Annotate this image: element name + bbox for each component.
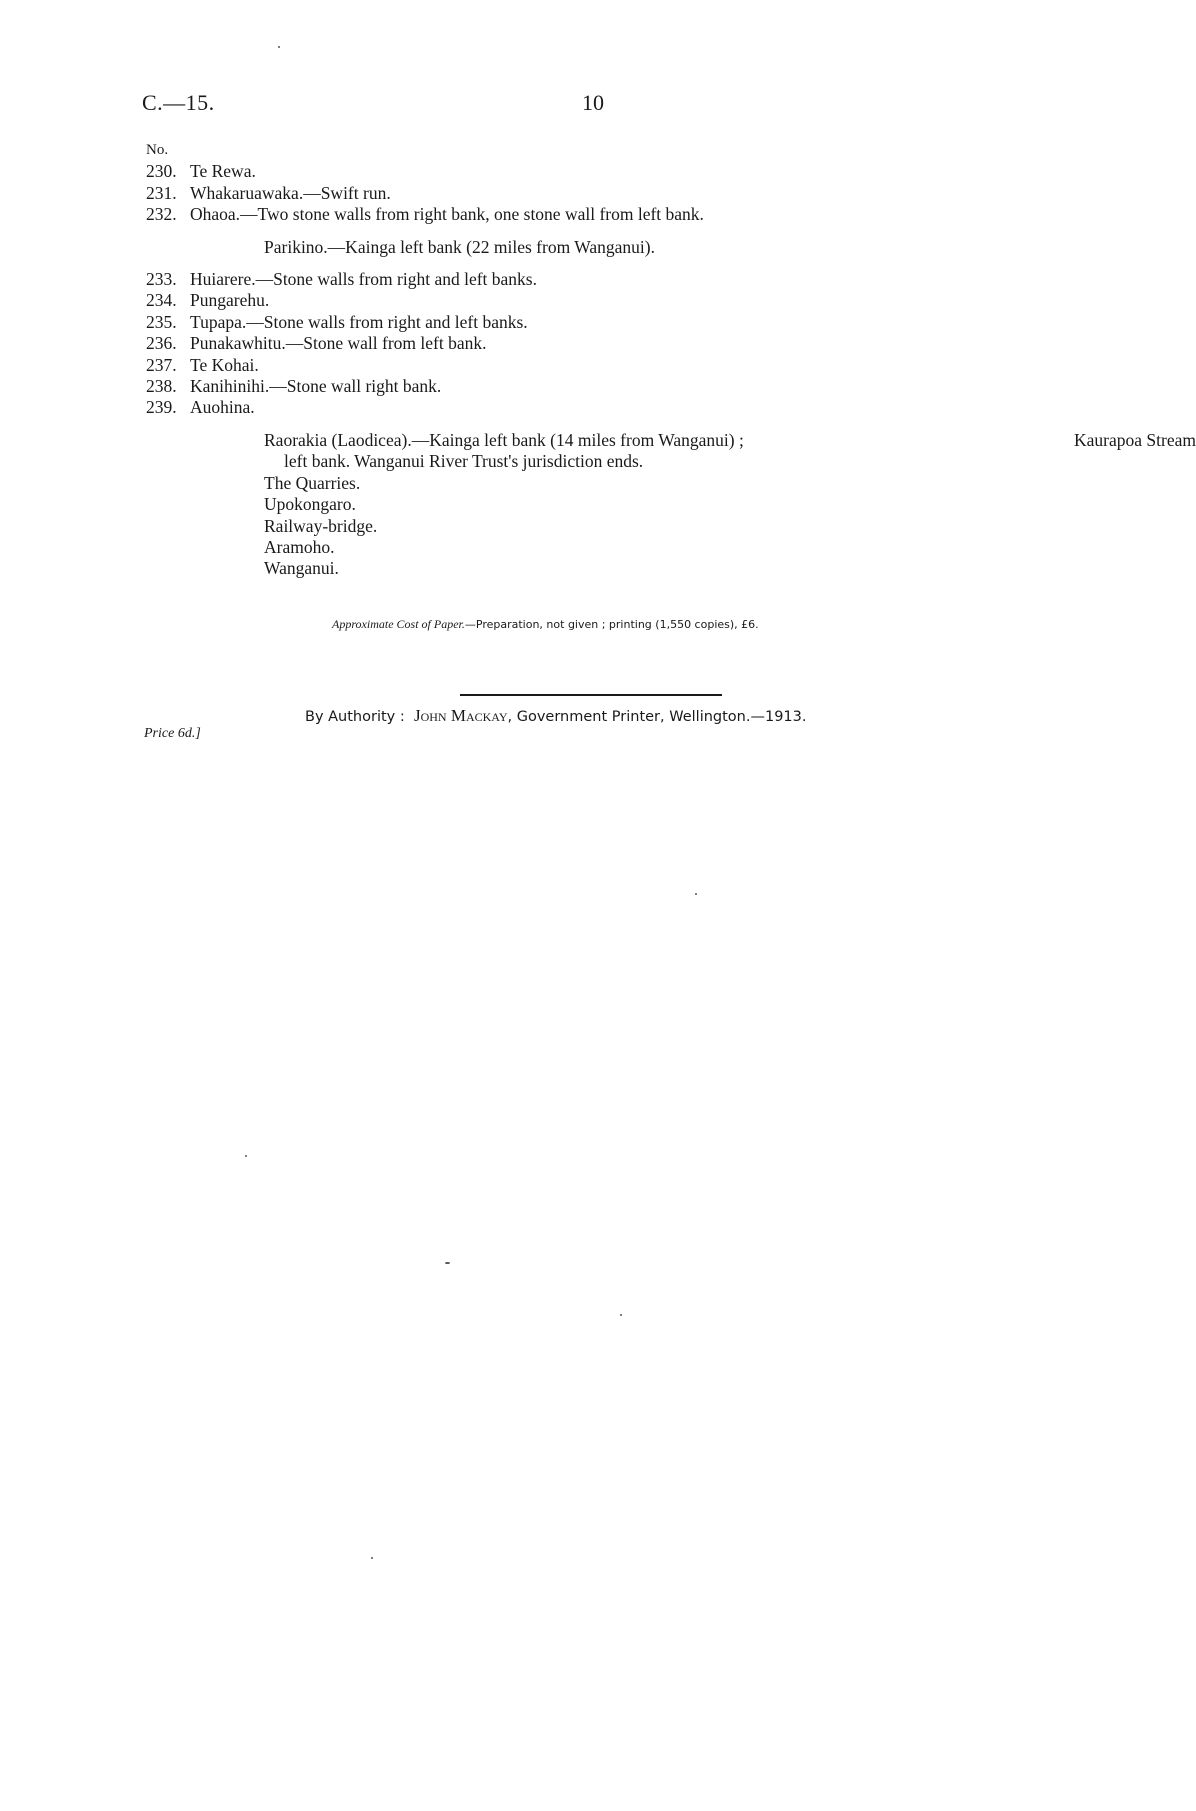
raorakia-line — [264, 430, 1196, 451]
no-column-label: No. — [146, 142, 169, 158]
scan-speck — [278, 46, 280, 48]
entry-text: Te Rewa. — [190, 161, 256, 182]
entry-number: 235. — [146, 311, 177, 332]
cost-note — [332, 617, 759, 632]
series-code: C.—15. — [142, 90, 215, 115]
scan-speck — [245, 1155, 247, 1157]
entry-text: Huiarere.—Stone walls from right and left banks. — [190, 269, 537, 290]
list-item — [146, 290, 1066, 311]
list-item — [146, 312, 1066, 333]
kaurapoa-text: Kaurapoa Stream — [1074, 429, 1196, 450]
page-number: 10 — [582, 90, 604, 115]
parikino-note: Parikino.—Kainga left bank (22 miles from Wanganui). — [264, 236, 655, 257]
place-quarries: The Quarries. — [264, 472, 361, 493]
raorakia-text: Raorakia (Laodicea).—Kainga left bank (14 miles from Wanganui) ; — [264, 429, 744, 450]
entry-text: Punakawhitu.—Stone wall from left bank. — [190, 333, 487, 354]
list-item — [146, 161, 1066, 182]
entry-text: Whakaruawaka.—Swift run. — [190, 182, 391, 203]
place-aramoho: Aramoho. — [264, 536, 335, 557]
printer-imprint — [305, 706, 806, 726]
authority-suffix: , Government Printer, Wellington.—1913. — [507, 709, 807, 725]
place-railway-bridge: Railway-bridge. — [264, 515, 378, 536]
entry-text: Pungarehu. — [190, 290, 270, 311]
entry-number: 237. — [146, 354, 177, 375]
entry-text: Auohina. — [190, 397, 255, 418]
list-item — [146, 355, 1066, 376]
cost-label: Approximate Cost of Paper. — [332, 617, 465, 631]
entry-text: Ohaoa.—Two stone walls from right bank, one stone wall from left bank. — [190, 204, 704, 225]
list-item — [146, 269, 1066, 290]
place-list — [146, 140, 1196, 580]
raorakia-note — [146, 429, 1196, 473]
entry-text: Kanihinihi.—Stone wall right bank. — [190, 376, 442, 397]
list-item — [146, 397, 1066, 418]
printer-name: John Mackay — [413, 706, 508, 725]
entry-number: 238. — [146, 376, 177, 397]
place-upokongaro: Upokongaro. — [264, 494, 356, 515]
entry-number: 232. — [146, 204, 177, 225]
entry-number: 234. — [146, 290, 177, 311]
scan-speck — [371, 1557, 373, 1559]
list-item — [146, 376, 1066, 397]
divider-rule — [460, 694, 722, 696]
price-note: Price 6d.] — [144, 726, 201, 741]
authority-prefix: By Authority : — [305, 709, 405, 725]
list-item — [146, 183, 1066, 204]
list-item — [146, 333, 1066, 354]
raorakia-continuation: left bank. Wanganui River Trust's jurisdiction ends. — [284, 451, 644, 472]
entry-number: 231. — [146, 182, 177, 203]
entry-number: 233. — [146, 269, 177, 290]
cost-text: —Preparation, not given ; printing (1,550 copies), £6. — [464, 618, 759, 631]
entry-number: 230. — [146, 161, 177, 182]
entry-text: Te Kohai. — [190, 354, 259, 375]
entry-text: Tupapa.—Stone walls from right and left banks. — [190, 311, 528, 332]
scan-speck — [445, 1262, 450, 1264]
entry-number: 236. — [146, 333, 177, 354]
scan-speck — [695, 893, 697, 895]
place-wanganui: Wanganui. — [264, 558, 339, 579]
scan-speck — [620, 1314, 622, 1316]
list-item — [146, 204, 1066, 225]
entry-number: 239. — [146, 397, 177, 418]
